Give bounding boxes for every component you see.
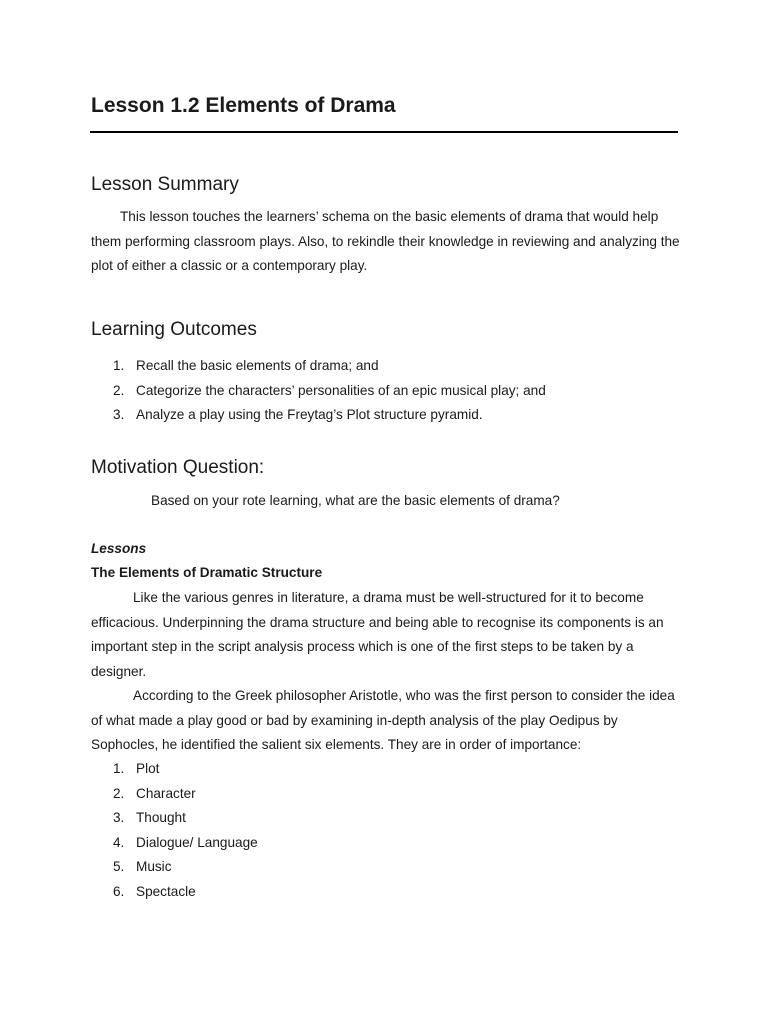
- list-item: [91, 855, 258, 880]
- list-item-text: Plot: [136, 761, 160, 776]
- list-item: [91, 403, 546, 428]
- list-item: [91, 831, 258, 856]
- list-item: [91, 757, 258, 782]
- list-item: [91, 379, 546, 404]
- list-item-text: Character: [136, 785, 196, 801]
- title-divider: [90, 131, 678, 133]
- list-item-number: 4.: [113, 834, 125, 850]
- lesson-summary-text: This lesson touches the learners’ schema on the basic elements of drama that would help them performing classroom plays. Also, to rekindle their knowledge in reviewing and analyzing the plot of either a classic or a contemporary play.: [91, 209, 680, 273]
- dramatic-structure-heading: The Elements of Dramatic Structure: [91, 565, 323, 580]
- list-item-number: 1.: [113, 761, 125, 776]
- list-item: [91, 806, 258, 831]
- list-item-number: 1.: [113, 358, 125, 373]
- lesson-summary-heading: Lesson Summary: [91, 174, 239, 195]
- page-title: Lesson 1.2 Elements of Drama: [91, 94, 396, 117]
- list-item-text: Analyze a play using the Freytag’s Plot structure pyramid.: [136, 407, 483, 422]
- list-item-number: 5.: [113, 859, 125, 874]
- lessons-label: Lessons: [91, 541, 147, 556]
- learning-outcomes-list: [91, 354, 546, 428]
- list-item-number: 3.: [113, 810, 125, 825]
- list-item-text: Thought: [136, 810, 186, 825]
- motivation-question-text: Based on your rote learning, what are the basic elements of drama?: [151, 493, 560, 508]
- drama-elements-list: [91, 757, 258, 904]
- list-item-text: Recall the basic elements of drama; and: [136, 358, 379, 373]
- learning-outcomes-heading: Learning Outcomes: [91, 319, 257, 340]
- list-item-text: Music: [136, 859, 172, 874]
- list-item-number: 6.: [113, 883, 125, 899]
- list-item-text: Categorize the characters’ personalities of an epic musical play; and: [136, 382, 546, 398]
- list-item-number: 2.: [113, 382, 125, 398]
- lessons-paragraph-1: Like the various genres in literature, a drama must be well-structured for it to become efficacious. Underpinning the drama structure and being able to recognise its components is an important step in the script analysis process which is one of the first steps to be taken by a designer.: [91, 590, 664, 679]
- motivation-question-heading: Motivation Question:: [91, 457, 265, 478]
- list-item-text: Spectacle: [136, 883, 196, 899]
- list-item: [91, 782, 258, 807]
- list-item: [91, 880, 258, 905]
- lessons-paragraph-2: According to the Greek philosopher Aristotle, who was the first person to consider the idea of what made a play good or bad by examining in-depth analysis of the play Oedipus by Sophocles, he identified the salient six elements. They are in order of importance:: [91, 688, 675, 752]
- list-item-number: 2.: [113, 785, 125, 801]
- list-item: [91, 354, 546, 379]
- list-item-text: Dialogue/ Language: [136, 834, 258, 850]
- list-item-number: 3.: [113, 407, 125, 422]
